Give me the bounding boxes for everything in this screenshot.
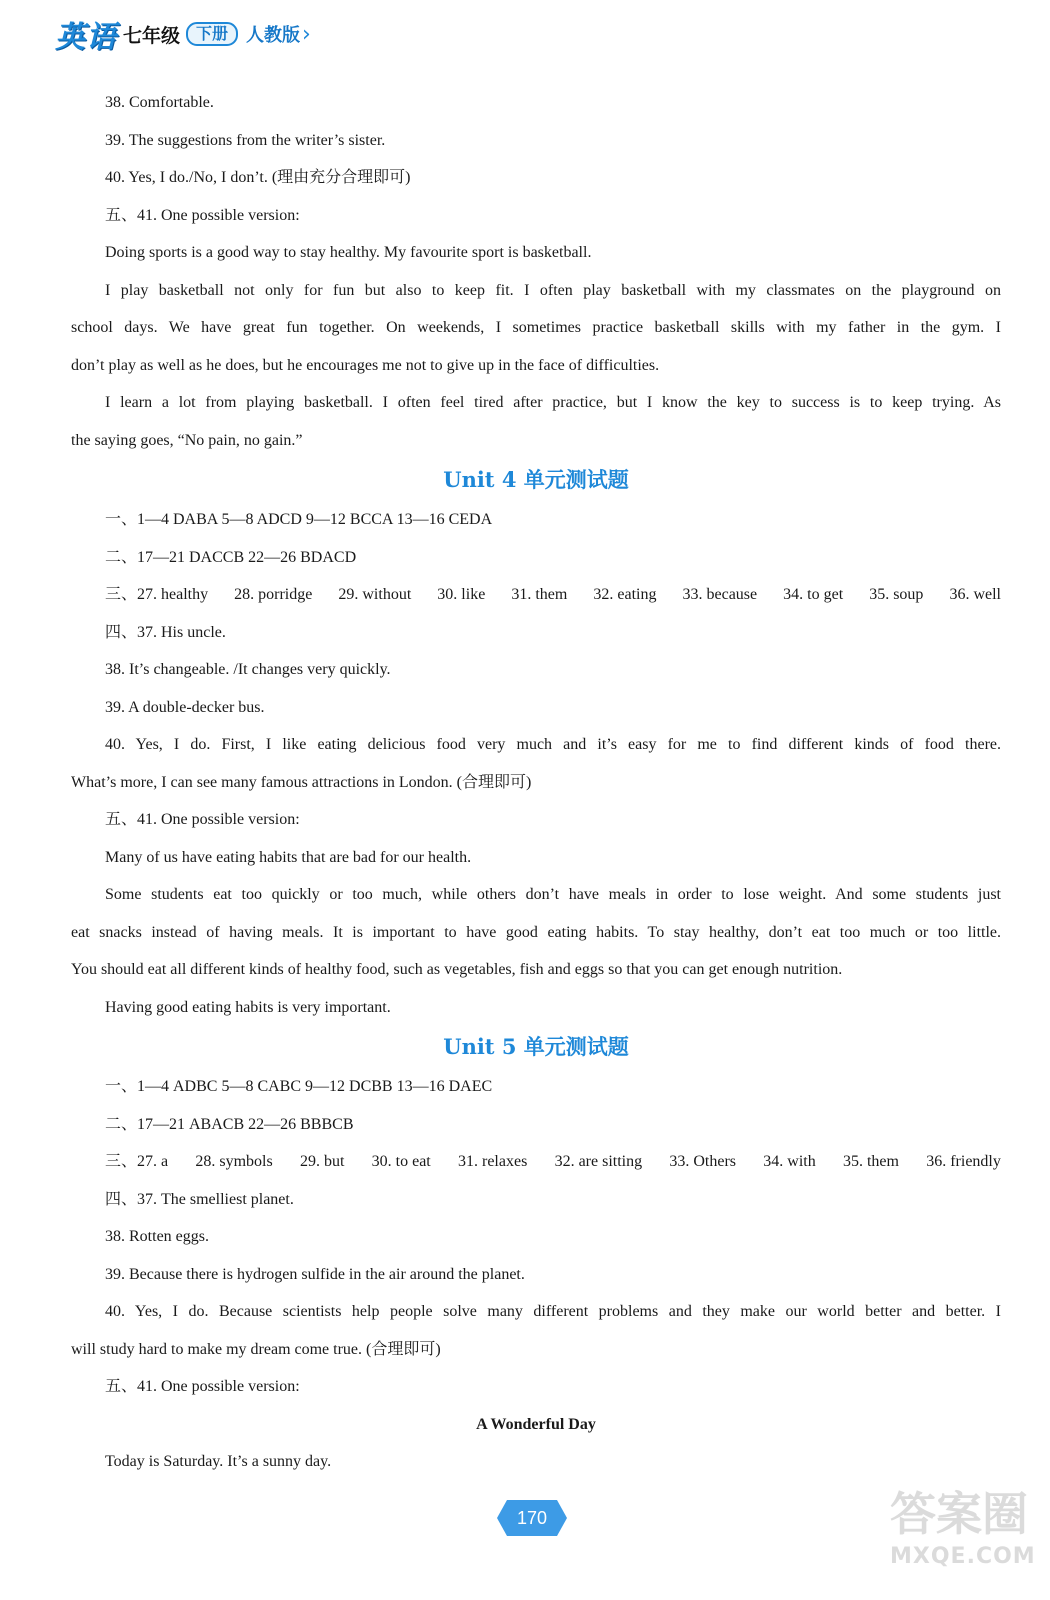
watermark-domain: MXQE.COM: [890, 1544, 1036, 1569]
volume-badge: 下册: [186, 22, 238, 46]
answer-line: What’s more, I can see many famous attractions in London. (合理即可): [71, 773, 532, 791]
essay-line: You should eat all different kinds of healthy food, such as vegetables, fish and eggs so that you can get enough nutrition.: [71, 961, 843, 978]
answer-item: 31. them: [511, 586, 568, 603]
answer-item: 30. to eat: [371, 1153, 431, 1170]
answer-item: 31. relaxes: [458, 1153, 528, 1170]
chevron-right-icon: ›: [302, 21, 311, 47]
answer-item: 36. well: [949, 586, 1001, 603]
answer-line: 38. Comfortable.: [105, 94, 214, 111]
essay-line: I learn a lot from playing basketball. I often feel tired after practice, but I know the key to success is to keep trying. As: [105, 394, 1001, 411]
answer-item: 36. friendly: [926, 1153, 1001, 1170]
answer-item: 三、27. healthy: [105, 586, 209, 603]
answer-item: 32. are sitting: [554, 1153, 643, 1170]
edition-label: 人教版: [246, 25, 301, 46]
answer-item: 33. because: [682, 586, 758, 603]
grade-label: 七年级: [123, 24, 181, 47]
answer-line: 40. Yes, I do. First, I like eating delicious food very much and it’s easy for me to find different kinds of food there.: [105, 736, 1001, 753]
watermark-logo-text: 答案圈: [890, 1487, 1028, 1541]
essay-title: A Wonderful Day: [476, 1415, 596, 1433]
essay-line: school days. We have great fun together. On weekends, I sometimes practice basketball skills with my father in the gym. I: [71, 319, 1001, 336]
answer-line: 二、17—21 ABACB 22—26 BBBCB: [105, 1115, 354, 1133]
answer-row-section-3: [71, 1143, 1001, 1181]
answer-content: [71, 84, 1001, 1481]
page-number-badge: [497, 1500, 567, 1536]
unit-5-title: Unit 5 单元测试题: [443, 1034, 629, 1059]
essay-line: don’t play as well as he does, but he encourages me not to give up in the face of difficulties.: [71, 356, 660, 374]
book-brand-logo: 英语: [55, 20, 117, 55]
answer-line: 五、41. One possible version:: [105, 811, 300, 828]
answer-line: 四、37. The smelliest planet.: [105, 1190, 294, 1208]
answer-line: 40. Yes, I do./No, I don’t. (理由充分合理即可): [105, 169, 411, 186]
essay-line: the saying goes, “No pain, no gain.”: [71, 431, 303, 449]
essay-line: Doing sports is a good way to stay healthy. My favourite sport is basketball.: [105, 244, 592, 261]
answer-line: 39. Because there is hydrogen sulfide in the air around the planet.: [105, 1265, 525, 1283]
answer-item: 29. without: [338, 586, 412, 603]
essay-line: Some students eat too quickly or too much, while others don’t have meals in order to lose weight. And some students just: [105, 886, 1001, 903]
answer-item: 34. to get: [783, 586, 844, 603]
essay-line: Having good eating habits is very important.: [105, 998, 391, 1016]
answer-line: 39. A double-decker bus.: [105, 698, 265, 716]
answer-line: 五、41. One possible version:: [105, 206, 300, 224]
answer-item: 35. them: [842, 1153, 899, 1170]
answer-line: 四、37. His uncle.: [105, 623, 226, 641]
answer-item: 34. with: [763, 1153, 816, 1170]
answer-item: 32. eating: [593, 586, 657, 603]
answer-line: 40. Yes, I do. Because scientists help people solve many different problems and they make our world better and better. I: [105, 1303, 1001, 1320]
answer-item: 28. porridge: [234, 586, 313, 603]
unit-4-title: Unit 4 单元测试题: [443, 467, 629, 492]
answer-line: 38. Rotten eggs.: [105, 1228, 209, 1245]
site-watermark: [890, 1478, 1040, 1588]
essay-line: Today is Saturday. It’s a sunny day.: [105, 1453, 332, 1470]
essay-line: eat snacks instead of having meals. It is important to have good eating habits. To stay healthy, don’t eat too much or too little.: [71, 923, 1001, 941]
answer-line: 一、1—4 ADBC 5—8 CABC 9—12 DCBB 13—16 DAEC: [105, 1078, 493, 1095]
answer-line: 二、17—21 DACCB 22—26 BDACD: [105, 548, 357, 566]
answer-row-section-3: [71, 576, 1001, 614]
essay-line: Many of us have eating habits that are bad for our health.: [105, 848, 472, 866]
essay-line: I play basketball not only for fun but also to keep fit. I often play basketball with my classmates on the playground on: [105, 281, 1001, 299]
page-header: [55, 14, 311, 54]
page-number: 170: [516, 1507, 548, 1528]
answer-item: 三、27. a: [105, 1153, 169, 1170]
answer-line: will study hard to make my dream come true. (合理即可): [71, 1340, 441, 1358]
answer-line: 39. The suggestions from the writer’s sister.: [105, 131, 386, 149]
answer-item: 28. symbols: [195, 1153, 273, 1170]
answer-item: 33. Others: [669, 1153, 737, 1170]
answer-line: 一、1—4 DABA 5—8 ADCD 9—12 BCCA 13—16 CEDA: [105, 511, 493, 528]
answer-item: 30. like: [437, 586, 486, 603]
answer-item: 35. soup: [869, 586, 924, 603]
answer-line: 38. It’s changeable. /It changes very quickly.: [105, 661, 391, 678]
answer-line: 五、41. One possible version:: [105, 1378, 300, 1395]
answer-item: 29. but: [299, 1153, 345, 1170]
